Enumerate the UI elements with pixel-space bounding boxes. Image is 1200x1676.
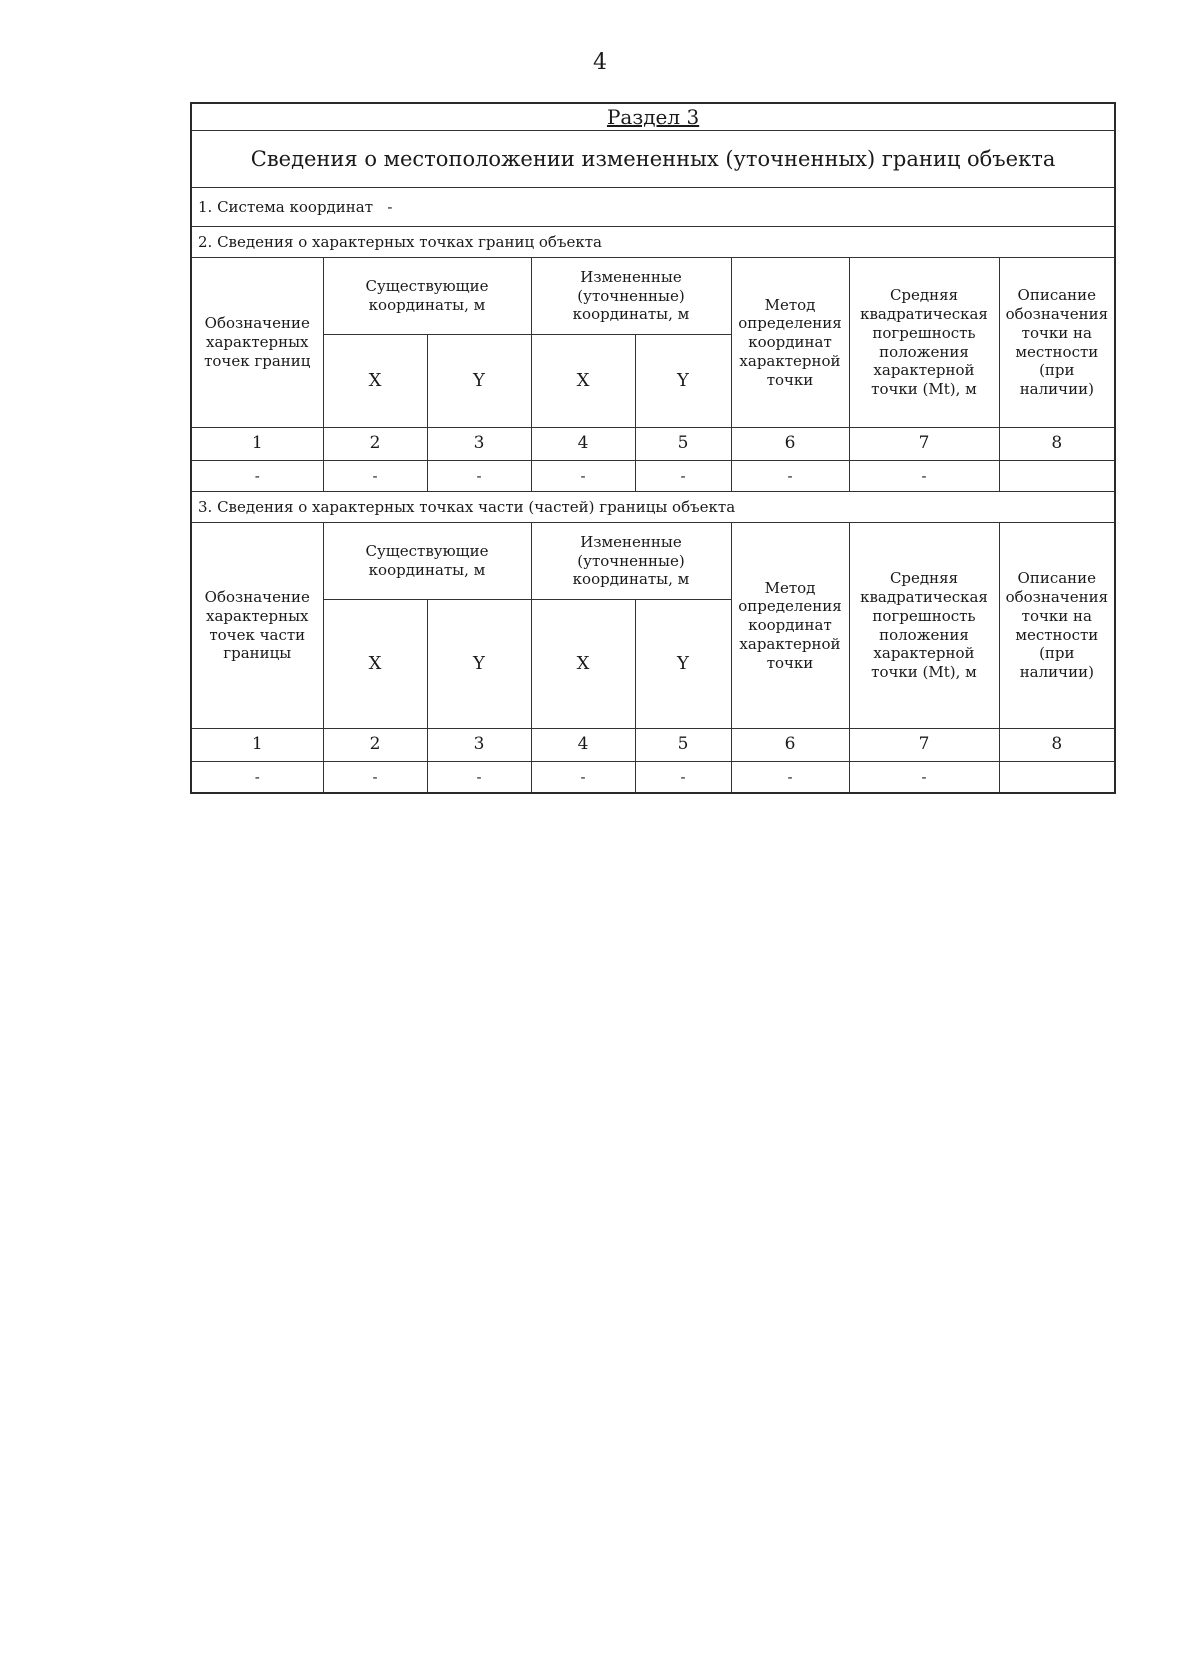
col-description-header: Описание обозначения точки на местности (при наличии) [999,523,1115,729]
table-cell: - [191,762,323,794]
column-number: 3 [427,428,531,461]
col-designation-header: Обозначение характерных точек границ [191,258,323,428]
existing-x-header: X [323,600,427,729]
section-title: Раздел 3 [191,103,1115,131]
column-number: 6 [731,729,849,762]
changed-y-header: Y [635,335,731,428]
coordinate-system-row [191,188,1115,227]
col-description-header: Описание обозначения точки на местности (при наличии) [999,258,1115,428]
column-number: 7 [849,428,999,461]
table-row [191,461,1115,492]
col-existing-header: Существующие координаты, м [323,523,531,600]
column-number: 5 [635,729,731,762]
table-cell [999,461,1115,492]
table-cell: - [427,461,531,492]
part-boundary-points-heading-row [191,492,1115,523]
boundary-points-header-top [191,258,1115,335]
col-method-header: Метод определения координат характерной точки [731,523,849,729]
col-designation-header: Обозначение характерных точек части границы [191,523,323,729]
part-boundary-points-header-top [191,523,1115,600]
table-cell: - [849,461,999,492]
col-method-header: Метод определения координат характерной точки [731,258,849,428]
boundary-points-heading: 2. Сведения о характерных точках границ объекта [191,227,1115,258]
table-cell: - [635,461,731,492]
col-existing-header: Существующие координаты, м [323,258,531,335]
changed-x-header: X [531,600,635,729]
column-number: 4 [531,729,635,762]
section-subtitle: Сведения о местоположении измененных (уточненных) границ объекта [191,131,1115,188]
part-boundary-points-column-numbers [191,729,1115,762]
table-cell: - [849,762,999,794]
col-changed-header: Измененные (уточненные) координаты, м [531,523,731,600]
changed-y-header: Y [635,600,731,729]
table-cell: - [731,461,849,492]
boundary-points-heading-row [191,227,1115,258]
existing-y-header: Y [427,335,531,428]
boundary-points-column-numbers [191,428,1115,461]
existing-y-header: Y [427,600,531,729]
part-boundary-points-heading: 3. Сведения о характерных точках части (частей) границы объекта [191,492,1115,523]
changed-x-header: X [531,335,635,428]
section-subtitle-row [191,131,1115,188]
column-number: 4 [531,428,635,461]
col-error-header: Средняя квадратическая погрешность положения характерной точки (Mt), м [849,258,999,428]
col-changed-header: Измененные (уточненные) координаты, м [531,258,731,335]
column-number: 1 [191,729,323,762]
table-cell: - [191,461,323,492]
column-number: 5 [635,428,731,461]
table-cell [999,762,1115,794]
table-cell: - [323,762,427,794]
column-number: 8 [999,729,1115,762]
column-number: 8 [999,428,1115,461]
table-row [191,762,1115,794]
table-cell: - [323,461,427,492]
column-number: 6 [731,428,849,461]
section-title-row [191,103,1115,131]
page-number: 4 [593,50,607,75]
coordinate-system-value: - [387,197,393,216]
section-3-table [190,102,1116,794]
column-number: 2 [323,729,427,762]
column-number: 1 [191,428,323,461]
column-number: 2 [323,428,427,461]
column-number: 3 [427,729,531,762]
table-cell: - [635,762,731,794]
table-cell: - [531,762,635,794]
table-cell: - [427,762,531,794]
table-cell: - [731,762,849,794]
coordinate-system-label: 1. Система координат [198,197,374,216]
coordinate-system-cell [191,188,1115,227]
existing-x-header: X [323,335,427,428]
table-cell: - [531,461,635,492]
column-number: 7 [849,729,999,762]
col-error-header: Средняя квадратическая погрешность положения характерной точки (Mt), м [849,523,999,729]
